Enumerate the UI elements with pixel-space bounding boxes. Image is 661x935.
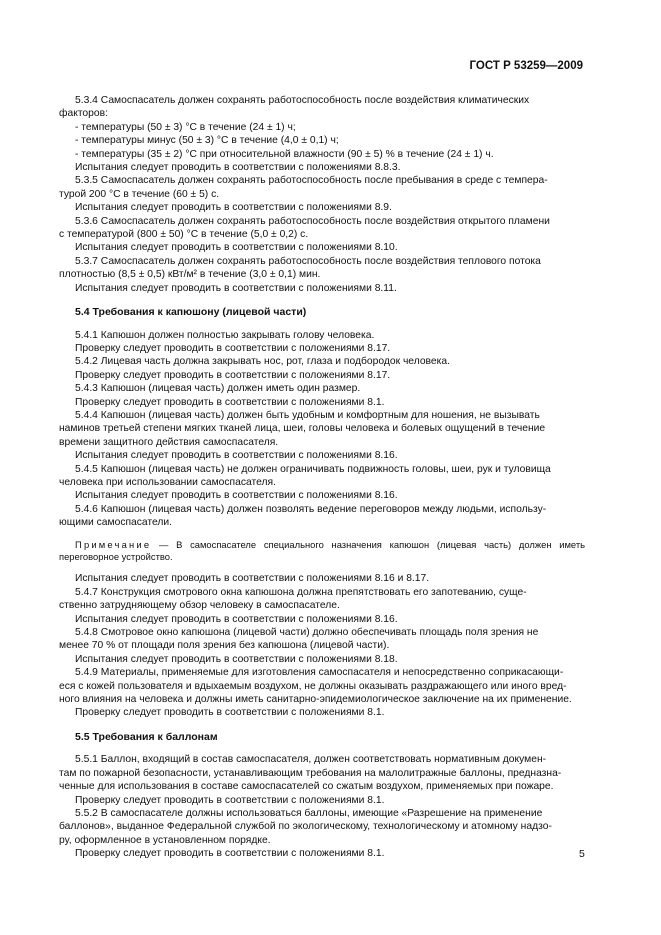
page-number: 5 xyxy=(579,848,585,860)
paragraph: 5.4.1 Капюшон должен полностью закрывать голову человека. xyxy=(75,329,375,341)
paragraph: факторов: xyxy=(59,108,108,120)
paragraph: 5.3.6 Самоспасатель должен сохранять работоспособность после воздействия открытого пламени xyxy=(75,215,550,227)
paragraph: Испытания следует проводить в соответствии с положениями 8.8.3. xyxy=(75,162,401,174)
paragraph: плотностью (8,5 ± 0,5) кВт/м² в течение (3,0 ± 0,1) мин. xyxy=(59,269,321,281)
list-item: - температуры (50 ± 3) °С в течение (24 ± 1) ч; xyxy=(75,121,296,133)
note-block xyxy=(59,539,585,564)
paragraph: баллонов», выданное Федеральной службой по экологическому, технологическому и атомному надзо- xyxy=(59,821,552,833)
paragraph: 5.4.7 Конструкция смотрового окна капюшона должна препятствовать его запотеванию, суще- xyxy=(75,586,527,598)
section-5-4-block xyxy=(59,329,585,530)
paragraph: 5.4.5 Капюшон (лицевая часть) не должен ограничивать подвижность головы, шеи, рук и туловища xyxy=(75,463,551,475)
paragraph: с температурой (800 ± 50) °С в течение (5,0 ± 0,2) с. xyxy=(59,229,309,241)
paragraph: Испытания следует проводить в соответствии с положениями 8.16. xyxy=(75,613,398,625)
paragraph: Испытания следует проводить в соответствии с положениями 8.9. xyxy=(75,202,392,214)
paragraph: ченные для использования в составе самоспасателей со сжатым воздухом, применяемых при пожаре. xyxy=(59,781,554,793)
paragraph: 5.4.3 Капюшон (лицевая часть) должен иметь один размер. xyxy=(75,383,361,395)
paragraph: ющими самоспасатели. xyxy=(59,517,173,529)
paragraph: Проверку следует проводить в соответствии с положениями 8.1. xyxy=(75,794,385,806)
paragraph: Проверку следует проводить в соответствии с положениями 8.17. xyxy=(75,369,391,381)
paragraph: менее 70 % от площади поля зрения без капюшона (лицевой части). xyxy=(59,640,390,652)
paragraph: человека при использовании самоспасателя. xyxy=(59,476,276,488)
paragraph: Проверку следует проводить в соответствии с положениями 8.1. xyxy=(75,396,385,408)
note-dash: — xyxy=(159,538,169,550)
paragraph: 5.3.5 Самоспасатель должен сохранять работоспособность после пребывания в среде с темпера- xyxy=(75,175,548,187)
paragraph: ру, оформленное в установленном порядке. xyxy=(59,834,271,846)
paragraph: Испытания следует проводить в соответствии с положениями 8.18. xyxy=(75,653,398,665)
paragraph: Испытания следует проводить в соответствии с положениями 8.16. xyxy=(75,450,398,462)
paragraph: еся с кожей пользователя и вдыхаемым воздухом, не должны оказывать раздражающего или иного вред- xyxy=(59,680,567,692)
paragraph: 5.4.4 Капюшон (лицевая часть) должен быть удобным и комфортным для ношения, не вызывать xyxy=(75,409,540,421)
paragraph: Испытания следует проводить в соответствии с положениями 8.11. xyxy=(75,282,397,294)
list-item: - температуры (35 ± 2) °С при относительной влажности (90 ± 5) % в течение (24 ± 1) ч. xyxy=(75,148,494,160)
note-label: Примечание xyxy=(75,538,152,550)
paragraph: там по пожарной безопасности, устанавливающим требования на малолитражные баллоны, предназна- xyxy=(59,767,562,779)
paragraph: 5.4.2 Лицевая часть должна закрывать нос, рот, глаза и подбородок человека. xyxy=(75,356,450,368)
document-body xyxy=(59,94,585,861)
paragraph: турой 200 °С в течение (60 ± 5) с. xyxy=(59,188,220,200)
paragraph: Проверку следует проводить в соответствии с положениями 8.1. xyxy=(75,707,385,719)
paragraph: времени защитного действия самоспасателя. xyxy=(59,436,279,448)
note-text-continued: переговорное устройство. xyxy=(59,551,173,562)
section-heading: 5.5 Требования к баллонам xyxy=(75,730,218,743)
document-header: ГОСТ Р 53259—2009 xyxy=(469,60,583,72)
paragraph: 5.3.4 Самоспасатель должен сохранять работоспособность после воздействия климатических xyxy=(75,95,530,106)
paragraph: Испытания следует проводить в соответствии с положениями 8.16 и 8.17. xyxy=(75,573,430,585)
paragraph: Проверку следует проводить в соответствии с положениями 8.17. xyxy=(75,342,391,354)
paragraph: Испытания следует проводить в соответствии с положениями 8.16. xyxy=(75,490,398,502)
note-text: В самоспасателе специального назначения капюшон (лицевая часть) должен иметь xyxy=(176,538,585,550)
paragraph: 5.5.2 В самоспасателе должны использоваться баллоны, имеющие «Разрешение на применение xyxy=(75,807,543,819)
section-heading: 5.4 Требования к капюшону (лицевой части) xyxy=(75,306,307,319)
paragraph: ственно затрудняющему обзор человеку в самоспасателе. xyxy=(59,600,340,612)
paragraph: 5.4.9 Материалы, применяемые для изготовления самоспасателя и непосредственно соприкасающи- xyxy=(75,667,564,679)
paragraph: 5.4.8 Смотровое окно капюшона (лицевой части) должно обеспечивать площадь поля зрения не xyxy=(75,627,539,639)
paragraph: Испытания следует проводить в соответствии с положениями 8.10. xyxy=(75,242,398,254)
paragraph: 5.5.1 Баллон, входящий в состав самоспасателя, должен соответствовать нормативным докумен- xyxy=(75,754,547,766)
paragraph: 5.4.6 Капюшон (лицевая часть) должен позволять ведение переговоров между людьми, использу- xyxy=(75,503,547,515)
paragraph: наминов третьей степени мягких тканей лица, шеи, головы человека и болевых ощущений в течение xyxy=(59,423,546,435)
paragraph: ного влияния на человека и должны иметь санитарно-эпидемиологическое заключение на их применение. xyxy=(59,694,572,706)
section-5-3-block xyxy=(59,94,585,295)
paragraph: Проверку следует проводить в соответствии с положениями 8.1. xyxy=(75,848,385,860)
paragraph: 5.3.7 Самоспасатель должен сохранять работоспособность после воздействия теплового потока xyxy=(75,255,541,267)
list-item: - температуры минус (50 ± 3) °С в течение (4,0 ± 0,1) ч; xyxy=(75,135,339,147)
section-5-5-block xyxy=(59,753,585,860)
section-5-4-block-continued xyxy=(59,572,585,719)
